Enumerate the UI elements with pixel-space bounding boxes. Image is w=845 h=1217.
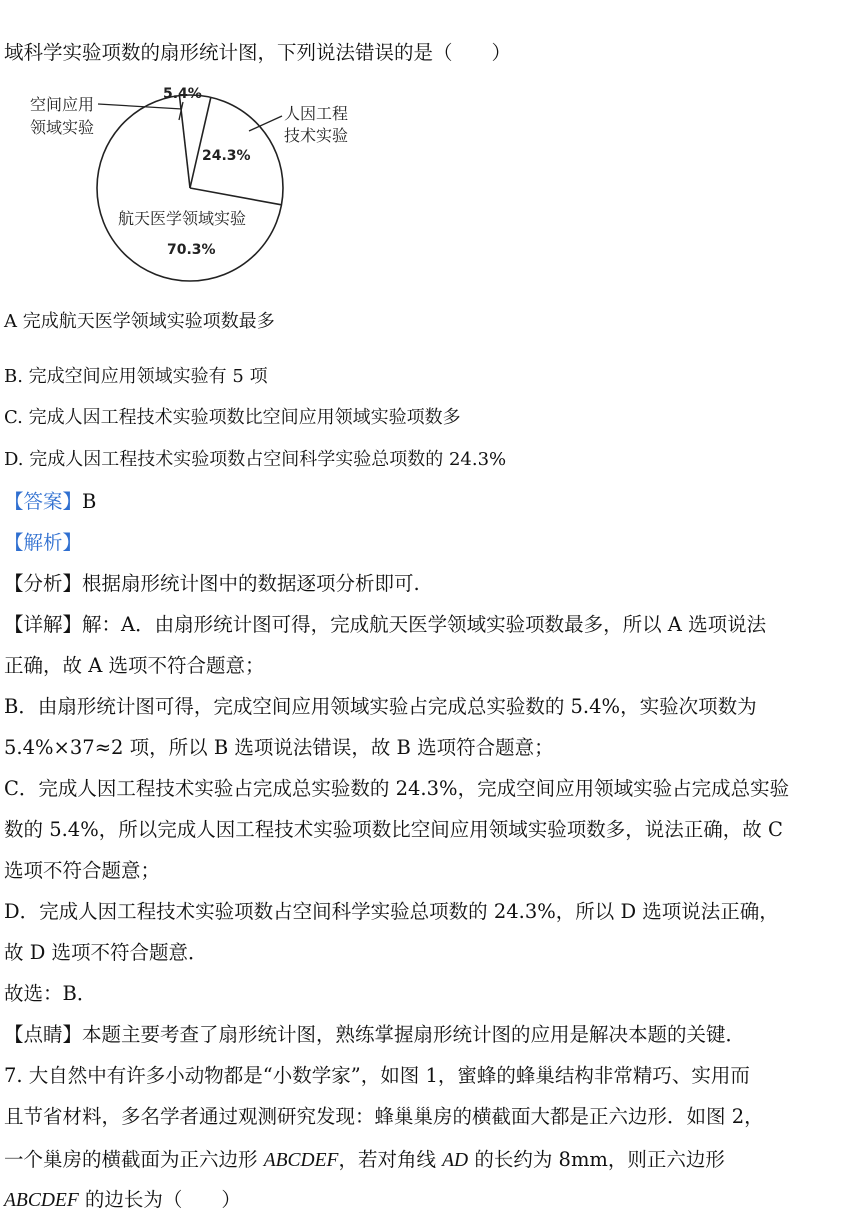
diagonal-name: AD (442, 1150, 469, 1171)
slice-boundary-3 (190, 188, 281, 205)
xiangjie-line-1 (4, 613, 766, 637)
option-b: B. 完成空间应用领域实验有 5 项 (4, 366, 268, 387)
xiangjie-text: 解：A．由扇形统计图可得，完成航天医学领域实验项数最多，所以 A 选项说法 (82, 613, 767, 636)
slice-name-label: 空间应用 (30, 95, 95, 114)
xiangjie-line-4: 5.4%×37≈2 项，所以 B 选项说法错误，故 B 选项符合题意； (4, 736, 554, 759)
fenxi-line (4, 572, 420, 596)
question-stem-tail: 域科学实验项数的扇形统计图，下列说法错误的是（ ） (4, 41, 512, 64)
slice-name-label: 人因工程 (284, 104, 349, 123)
xiangjie-tag: 【详解】 (4, 613, 83, 636)
xiangjie-line-9: 故 D 选项不符合题意． (4, 941, 208, 964)
xiangjie-line-6: 数的 5.4%，所以完成人因工程技术实验项数比空间应用领域实验项数多，说法正确，故 C (4, 818, 783, 841)
hexagon-name-2: ABCDEF (4, 1190, 79, 1211)
dianjing-text: 本题主要考查了扇形统计图，熟练掌握扇形统计图的应用是解决本题的关键． (82, 1023, 746, 1046)
q7-line-3 (4, 1148, 725, 1173)
xiangjie-line-3: B．由扇形统计图可得，完成空间应用领域实验占完成总实验数的 5.4%，实验次项数为 (4, 695, 757, 718)
xiangjie-line-2: 正确，故 A 选项不符合题意； (4, 654, 265, 677)
slice-value-label: 70.3% (167, 242, 216, 258)
slice-leader-line (98, 104, 182, 109)
xiangjie-line-5: C．完成人因工程技术实验占完成总实验数的 24.3%，完成空间应用领域实验占完成总实验 (4, 777, 790, 800)
xiangjie-line-7: 选项不符合题意； (4, 859, 161, 882)
q7-line-1: 7. 大自然中有许多小动物都是“小数学家”，如图 1，蜜蜂的蜂巢结构非常精巧、实用而 (4, 1064, 750, 1087)
slice-name-label: 技术实验 (284, 126, 349, 145)
slice-value-label: 5.4% (163, 86, 202, 102)
pie-chart (20, 78, 380, 288)
option-c: C. 完成人因工程技术实验项数比空间应用领域实验项数多 (4, 407, 461, 428)
q7-text-c: 的长约为 8mm，则正六边形 (468, 1148, 725, 1171)
option-a: A 完成航天医学领域实验项数最多 (4, 311, 275, 332)
xiangjie-line-8: D．完成人因工程技术实验项数占空间科学实验总项数的 24.3%，所以 D 选项说法正确， (4, 900, 779, 923)
dianjing-line (4, 1023, 745, 1047)
fenxi-tag: 【分析】 (4, 572, 83, 595)
slice-name-label: 领域实验 (30, 118, 95, 137)
answer-line (4, 490, 96, 514)
slice-leader-line (249, 116, 282, 131)
analysis-tag: 【解析】 (4, 531, 83, 554)
dianjing-tag: 【点睛】 (4, 1023, 83, 1046)
slice-value-label: 24.3% (202, 148, 251, 164)
answer-value: B (82, 490, 97, 513)
q7-line-4 (4, 1188, 241, 1213)
hexagon-name: ABCDEF (263, 1150, 339, 1171)
option-d: D. 完成人因工程技术实验项数占空间科学实验总项数的 24.3% (4, 449, 507, 470)
q7-text-a: 一个巢房的横截面为正六边形 (4, 1148, 264, 1171)
q7-text-b: ，若对角线 (338, 1148, 443, 1171)
q7-line-2: 且节省材料，多名学者通过观测研究发现：蜂巢巢房的横截面大都是正六边形．如图 2， (4, 1105, 764, 1128)
slice-boundary-2 (190, 97, 211, 188)
fenxi-text: 根据扇形统计图中的数据逐项分析即可. (82, 572, 420, 595)
q7-text-d: 的边长为（ ） (78, 1188, 241, 1211)
xiangjie-line-10: 故选：B． (4, 982, 97, 1005)
slice-name-label: 航天医学领域实验 (118, 209, 247, 228)
answer-tag: 【答案】 (4, 490, 83, 513)
